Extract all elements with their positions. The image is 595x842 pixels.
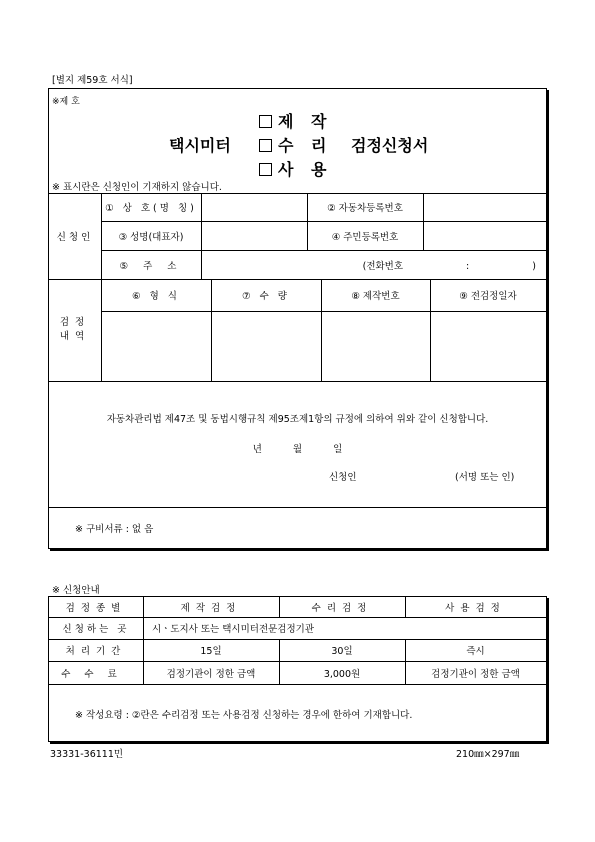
checkbox-icon xyxy=(259,163,272,176)
phone-number-label: (전화번호 : ) xyxy=(362,260,536,272)
guide-row-fee-label: 수수료 xyxy=(61,668,131,680)
resident-number-label: ④ 주민등록번호 xyxy=(331,231,399,243)
guide-fee-use: 검정기관이 정한 금액 xyxy=(431,668,520,680)
inspection-serial-field[interactable] xyxy=(321,311,430,381)
representative-name-label: ③ 성명(대표자) xyxy=(118,231,184,243)
applicant-section-label: 신청인 xyxy=(56,232,94,243)
guide-title: ※ 신청안내 xyxy=(52,585,100,596)
guide-row-period-label: 처리기간 xyxy=(65,646,127,657)
writing-guide-note: ※ 작성요령 : ②란은 수리검정 또는 사용검정 신청하는 경우에 한하여 기재합니다. xyxy=(75,710,413,721)
resident-number-field[interactable] xyxy=(423,221,546,250)
checkbox-icon xyxy=(259,115,272,128)
title-prefix: 택시미터 xyxy=(169,136,231,155)
form-code: 33331-36111민 xyxy=(50,749,124,760)
declaration-text: 자동차관리법 제47조 및 동법시행규칙 제95조제1항의 규정에 의하여 위와 같이 신청합니다. xyxy=(106,414,489,425)
inspection-col-quantity: ⑦ 수 량 xyxy=(242,291,290,302)
applicant-sign-label: 신청인 xyxy=(329,472,357,483)
office-use-note: ※ 표시란은 신청인이 기재하지 않습니다. xyxy=(52,182,222,193)
inspection-prev-date-field[interactable] xyxy=(430,311,546,381)
car-registration-field[interactable] xyxy=(423,193,546,221)
trade-name-label: ① 상 호(명 칭) xyxy=(105,203,197,214)
checkbox-icon xyxy=(259,139,272,152)
guide-fee-repair: 3,000원 xyxy=(323,668,361,680)
guide-header-use: 사용검정 xyxy=(445,603,506,614)
paper-size: 210㎜×297㎜ xyxy=(456,749,520,760)
guide-header-manufacture: 제작검정 xyxy=(180,603,242,614)
option-repair[interactable]: 수 리 xyxy=(259,133,332,156)
guide-header-repair: 수리검정 xyxy=(311,603,373,614)
application-form xyxy=(48,88,547,549)
form-label: [별지 제59호 서식] xyxy=(52,75,133,86)
address-label: ⑤ 주 소 xyxy=(119,260,183,272)
guide-header-type: 검정종별 xyxy=(65,603,127,614)
option-manufacture[interactable]: 제 작 xyxy=(259,109,332,132)
title-suffix: 검정신청서 xyxy=(351,136,429,155)
trade-name-field[interactable] xyxy=(201,193,307,221)
date-line: 년 월 일 xyxy=(252,444,343,455)
guide-row-place-value: 시ㆍ도지사 또는 택시미터전문검정기관 xyxy=(151,624,315,635)
guide-period-repair: 30일 xyxy=(331,646,353,657)
registration-number-label: ※제 호 xyxy=(52,97,80,107)
inspection-section-label: 검정 내역 xyxy=(59,317,91,342)
guide-fee-manufacture: 검정기관이 정한 금액 xyxy=(166,668,256,680)
inspection-quantity-field[interactable] xyxy=(211,311,321,381)
address-field[interactable] xyxy=(201,250,546,279)
guide-row-place-label: 신청하는 곳 xyxy=(62,624,130,635)
car-registration-label: ② 자동차등록번호 xyxy=(327,203,403,214)
inspection-col-type: ⑥ 형 식 xyxy=(132,291,180,302)
representative-name-field[interactable] xyxy=(201,221,307,250)
inspection-col-prev-date: ⑨ 전검정일자 xyxy=(459,291,517,302)
guide-table xyxy=(48,596,547,742)
inspection-col-serial: ⑧ 제작번호 xyxy=(351,291,400,302)
required-documents: ※ 구비서류 : 없 음 xyxy=(75,524,154,535)
inspection-type-field[interactable] xyxy=(101,311,211,381)
guide-period-use: 즉시 xyxy=(466,646,485,657)
option-use[interactable]: 사 용 xyxy=(259,157,332,180)
guide-period-manufacture: 15일 xyxy=(200,646,222,657)
signature-note: (서명 또는 인) xyxy=(455,472,515,483)
